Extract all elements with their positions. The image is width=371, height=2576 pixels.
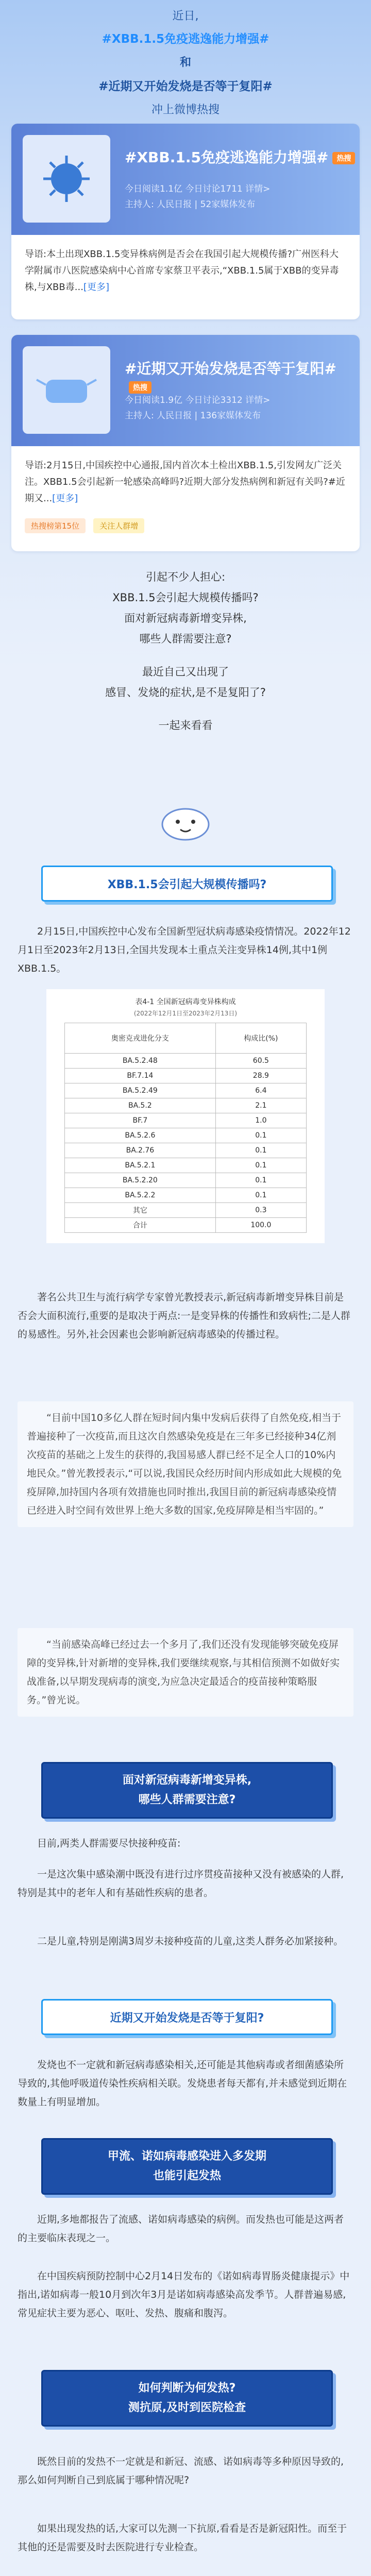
variant-table	[64, 1023, 307, 1233]
table-row: BA.5.2.48 60.5	[65, 1054, 307, 1069]
table-row: 其它 0.3	[65, 1203, 307, 1218]
paragraph-8: 在中国疾病预防控制中心2月14日发布的《诺如病毒胃肠炎健康提示》中指出,诺如病毒一般10月到次年3月是诺如病毒感染高发季节。人群普遍易感,常见症状主要为恶心、呕吐、发热、腹痛和腹泻。	[18, 2270, 350, 2319]
hot-topic-card-2[interactable]	[11, 335, 360, 551]
hero-hashtag-1[interactable]: #XBB.1.5免疫逃逸能力增强#	[102, 32, 269, 46]
section-heading-xbb: XBB.1.5会引起大规模传播吗?	[41, 866, 333, 902]
table-row: BA.5.2 2.1	[65, 1098, 307, 1113]
follow-pill: 关注人群增	[93, 518, 144, 533]
card-summary: 导语:2月15日,中国疾控中心通报,国内首次本土检出XBB.1.5,引发网友广泛关注。XBB1.5会引起新一轮感染高峰吗?近期大部分发热病例和新冠有关吗?#近期又...[更多]	[25, 460, 345, 504]
hero-line-1: 近日,	[172, 10, 199, 23]
virus-thumbnail-icon	[23, 135, 110, 223]
card-header	[11, 124, 360, 235]
card-title[interactable]: #XBB.1.5免疫逃逸能力增强# 热搜	[125, 146, 355, 167]
variant-table-figure	[46, 989, 325, 1243]
quote-1: “目前中国10多亿人群在短时间内集中发病后获得了自然免疫,相当于普遍接种了一次疫苗,而且这次自然感染免疫是在三年多已经接种34亿剂次疫苗的基础之上发生的获得的,我国易感人群已经不足全人口的10%内地民众。”曾光教授表示,“可以说,我国民众经历时间内形成如此大规模的免疫屏障,加持国内各项有效措施也同时推出,我国目前的新冠病毒感染疫情已经进入时空间有效世界上绝大多数的国家,免疫屏障是相当牢固的。”	[18, 1401, 353, 1527]
section-heading-groups: 面对新冠病毒新增变异株, 哪些人群需要注意?	[41, 1762, 333, 1819]
table-row: BA.5.2.2 0.1	[65, 1188, 307, 1203]
table-title: 表4-1 全国新冠病毒变异株构成	[135, 998, 236, 1006]
intro-text: 引起不少人担心: XBB.1.5会引起大规模传播吗? 面对新冠病毒新增变异株, 哪些人群需要注意? 最近自己又出现了 感冒、发烧的症状,是不是复阳了? 一起来看看	[105, 571, 266, 732]
paragraph-6: 发烧也不一定就和新冠病毒感染相关,还可能是其他病毒或者细菌感染所导致的,其他呼吸道传染性疾病相关联。发烧患者每天都有,并未感觉到近期在数量上有明显增加。	[18, 2059, 347, 2108]
card-summary: 导语:本土出现XBB.1.5变异株病例是否会在我国引起大规模传播?广州医科大学附属市八医院感染病中心首席专家蔡卫平表示,“XBB.1.5属于XBB的变异毒株,与XBB毒...[更多]	[25, 249, 339, 293]
hero-line-and: 和	[179, 56, 191, 69]
card-stats: 今日阅读1.9亿 今日讨论3312 详情> 主持人: 人民日报 | 136家媒体发布	[125, 395, 271, 421]
hero-line-5: 冲上微博热搜	[151, 104, 220, 116]
paragraph-7: 近期,多地都报告了流感、诺如病毒感染的病例。而发热也可能是这两者的主要临床表现之一。	[18, 2214, 344, 2244]
cartoon-illustration-icon	[149, 793, 222, 845]
paragraph-2: 著名公共卫生与流行病学专家曾光教授表示,新冠病毒新增变异株目前是否会大面积流行,重要的是取决于两点:一是变异株的传播性和致病性;二是人群的易感性。另外,社会因素也会影响新冠病毒感染的传播过程。	[18, 1292, 350, 1340]
hot-topic-card-1[interactable]	[11, 124, 360, 319]
table-header: 构成比(%)	[215, 1023, 306, 1054]
card-stats: 今日阅读1.1亿 今日讨论1711 详情> 主持人: 人民日报 | 52家媒体发布	[125, 184, 271, 210]
rank-pill: 热搜榜第15位	[25, 518, 86, 533]
more-link[interactable]: [更多]	[52, 493, 78, 504]
table-row: BA.5.2.49 6.4	[65, 1083, 307, 1098]
card-title[interactable]: #近期又开始发烧是否等于复阳#热搜	[125, 358, 360, 395]
hero-text	[0, 0, 371, 117]
mask-thumbnail-icon	[23, 346, 110, 434]
more-link[interactable]: [更多]	[83, 282, 109, 293]
table-row: BF.7.14 28.9	[65, 1069, 307, 1083]
hot-tag: 热搜	[129, 381, 151, 394]
table-row: BA.5.2.20 0.1	[65, 1173, 307, 1188]
table-subtitle: (2022年12月1日至2023年2月13日)	[133, 1010, 238, 1017]
table-row: BA.2.76 0.1	[65, 1143, 307, 1158]
section-heading-detect: 如何判断为何发热? 测抗原,及时到医院检查	[41, 2370, 333, 2427]
paragraph-9: 既然目前的发热不一定就是和新冠、流感、诺如病毒等多种原因导致的,那么如何判断自己到底属于哪种情况呢?	[18, 2456, 344, 2486]
table-row: BF.7 1.0	[65, 1113, 307, 1128]
paragraph-5: 二是儿童,特别是刚满3周岁未接种疫苗的儿童,这类人群务必加紧接种。	[37, 1936, 344, 1947]
hero-hashtag-2[interactable]: #近期又开始发烧是否等于复阳#	[98, 80, 273, 93]
paragraph-1: 2月15日,中国疾控中心发布全国新型冠状病毒感染疫情情况。2022年12月1日至2023年2月13日,全国共发现本土重点关注变异株14例,其中1例XBB.1.5。	[18, 926, 351, 974]
table-row: 合计 100.0	[65, 1218, 307, 1233]
paragraph-3: 目前,两类人群需要尽快接种疫苗:	[37, 1838, 181, 1849]
quote-2: “当前感染高峰已经过去一个多月了,我们还没有发现能够突破免疫屏障的变异株,针对新增的变异株,我们要继续观察,与其相信预测不如做好实战准备,以早期发现病毒的演变,为应急决定最适合的疫苗接种策略服务。”曾光说。	[18, 1628, 353, 1717]
table-row: BA.5.2.1 0.1	[65, 1158, 307, 1173]
card-header	[11, 335, 360, 446]
section-heading-fever: 近期又开始发烧是否等于复阳?	[41, 1999, 333, 2035]
paragraph-10: 如果出现发热的话,大家可以先测一下抗原,看看是否是新冠阳性。而至于其他的还是需要及时去医院进行专业检查。	[18, 2523, 347, 2553]
table-header: 奥密克戎进化分支	[65, 1023, 216, 1054]
table-row: BA.5.2.6 0.1	[65, 1128, 307, 1143]
card-pills	[11, 518, 360, 544]
section-heading-flu: 甲流、诺如病毒感染进入多发期 也能引起发热	[41, 2138, 333, 2195]
paragraph-4: 一是这次集中感染潮中既没有进行过序贯疫苗接种又没有被感染的人群,特别是其中的老年人和有基础性疾病的患者。	[18, 1869, 344, 1899]
hot-tag: 热搜	[332, 152, 355, 164]
